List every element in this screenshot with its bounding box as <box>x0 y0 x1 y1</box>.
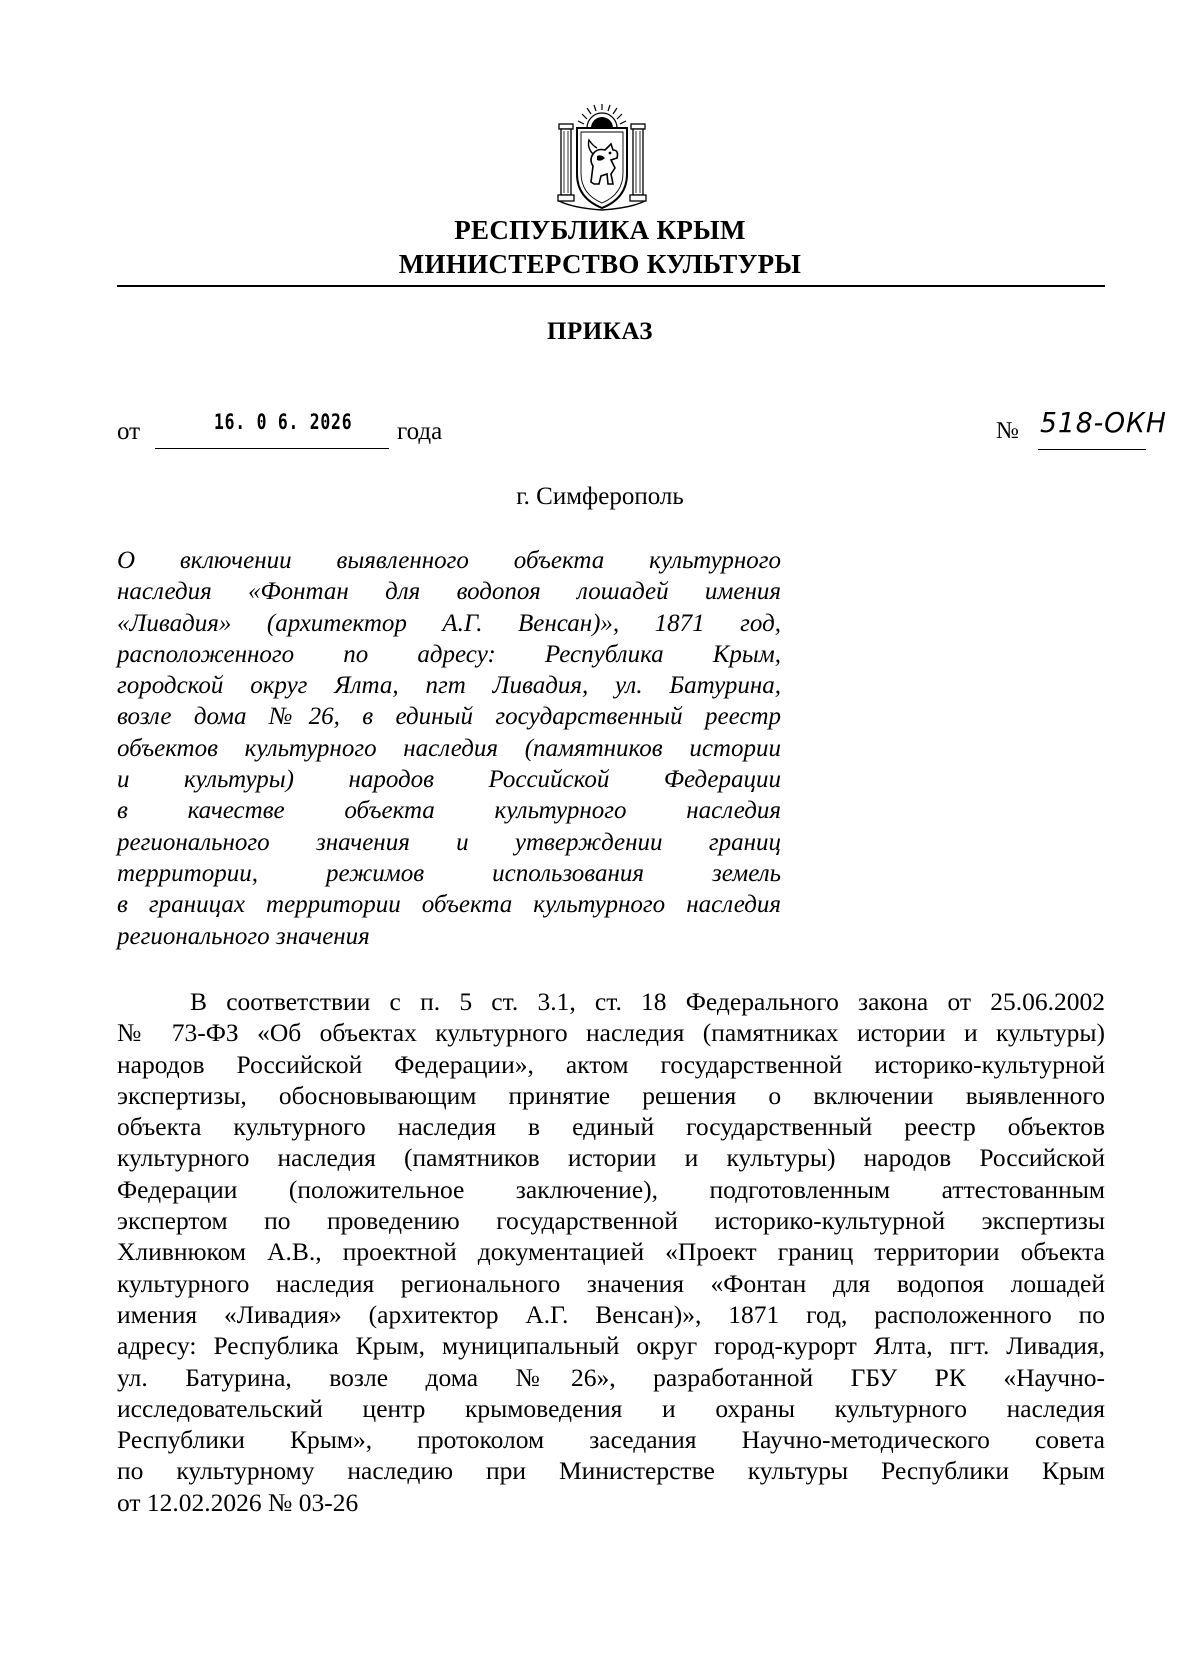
order-subject <box>117 545 781 952</box>
body-line: народов Российской Федерации», актом государственной историко-культурной <box>117 1049 1105 1079</box>
date-prefix: от <box>117 418 141 445</box>
subject-line: О включении выявленного объекта культурного <box>117 547 781 574</box>
number-sign: № <box>996 418 1019 444</box>
document-number-row <box>996 406 1176 446</box>
subject-line: городской округ Ялта, пгт Ливадия, ул. Батурина, <box>117 672 781 700</box>
handwritten-document-number: 518-ОКН <box>1040 406 1167 439</box>
date-stamp-value: 16. 0 6. 2026 <box>214 410 353 434</box>
body-line: экспертизы, обосновывающим принятие решения о включении выявленного <box>117 1080 1105 1110</box>
body-line: культурного наследия (памятников истории и культуры) народов Российской <box>117 1143 1105 1173</box>
subject-line: в границах территории объекта культурного наследия <box>117 891 781 919</box>
subject-line: расположенного по адресу: Республика Крым, <box>117 640 781 668</box>
subject-line: в качестве объекта культурного наследия <box>117 797 781 825</box>
subject-line: наследия «Фонтан для водопоя лошадей имения <box>117 578 781 606</box>
body-line: адресу: Республика Крым, муниципальный округ город-курорт Ялта, пгт. Ливадия, <box>117 1331 1105 1361</box>
header-divider <box>117 285 1105 287</box>
subject-line: регионального значения <box>117 922 370 950</box>
body-line: № 73-ФЗ «Об объектах культурного наследия (памятниках истории и культуры) <box>117 1018 1105 1048</box>
body-line: по культурному наследию при Министерстве культуры Республики Крым <box>117 1456 1105 1486</box>
body-line: экспертом по проведению государственной историко-культурной экспертизы <box>117 1206 1105 1236</box>
subject-line: объектов культурного наследия (памятников истории <box>117 734 781 762</box>
body-line: имения «Ливадия» (архитектор А.Г. Венсан)», 1871 год, расположенного по <box>117 1299 1105 1329</box>
body-line: Федерации (положительное заключение), подготовленным аттестованным <box>117 1174 1105 1204</box>
date-underline <box>155 448 389 449</box>
number-underline <box>1038 449 1146 450</box>
document-type-title: ПРИКАЗ <box>547 318 653 345</box>
subject-line: возле дома №26, в единый государственный реестр <box>117 703 781 731</box>
body-line: ул. Батурина, возле дома №26», разработанной ГБУ РК «Научно- <box>117 1362 1105 1392</box>
crimea-coat-of-arms-icon <box>553 104 651 212</box>
order-body-paragraph <box>117 986 1105 1518</box>
body-line: исследовательский центр крымоведения и охраны культурного наследия <box>117 1393 1105 1423</box>
body-line: В соответствии с п. 5 ст. 3.1, ст. 18 Федерального закона от 25.06.2002 <box>190 987 1105 1016</box>
subject-line: территории, режимов использования земель <box>117 859 781 887</box>
date-suffix: года <box>397 418 443 445</box>
body-line: культурного наследия регионального значения «Фонтан для водопоя лошадей <box>117 1268 1105 1298</box>
body-line: Республики Крым», протоколом заседания Научно-методического совета <box>117 1425 1105 1455</box>
organization-name-line1: РЕСПУБЛИКА КРЫМ <box>454 215 746 245</box>
body-line: Хливнюком А.В., проектной документацией «Проект границ территории объекта <box>117 1237 1105 1267</box>
subject-line: и культуры) народов Российской Федерации <box>117 766 781 794</box>
organization-name-line2: МИНИСТЕРСТВО КУЛЬТУРЫ <box>398 249 802 279</box>
body-line: объекта культурного наследия в единый государственный реестр объектов <box>117 1112 1105 1142</box>
body-line: от 12.02.2026 № 03-26 <box>117 1487 359 1517</box>
subject-line: регионального значения и утверждении границ <box>117 828 781 856</box>
subject-line: «Ливадия» (архитектор А.Г. Венсан)», 1871 год, <box>117 609 781 637</box>
issue-city: г. Симферополь <box>516 483 684 510</box>
